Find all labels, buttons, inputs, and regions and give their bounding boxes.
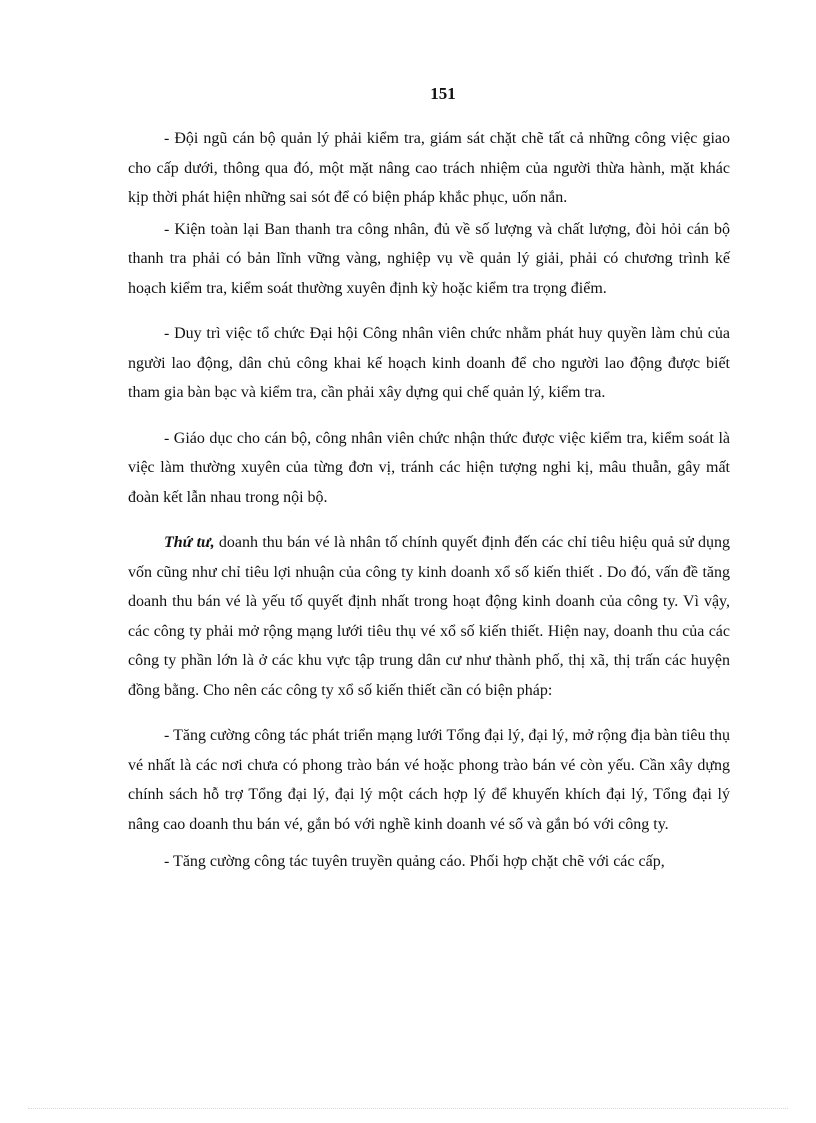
paragraph-inspection-board: - Kiện toàn lại Ban thanh tra công nhân, đủ về số lượng và chất lượng, đòi hỏi cán bộ thanh tra phải có bản lĩnh vững vàng, nghiệp vụ về quản lý giải, phải có chương trình kế hoạch kiểm tra, kiểm soát thường xuyên định kỳ hoặc kiểm tra trọng điểm. <box>128 220 730 297</box>
paragraph-fourth-point <box>128 528 730 705</box>
paragraph-education: - Giáo dục cho cán bộ, công nhân viên chức nhận thức được việc kiểm tra, kiểm soát là việc làm thường xuyên của từng đơn vị, tránh các hiện tượng nghi kị, mâu thuẫn, gây mất đoàn kết lẫn nhau trong nội bộ. <box>128 429 730 506</box>
paragraph-agent-network: - Tăng cường công tác phát triển mạng lưới Tổng đại lý, đại lý, mở rộng địa bàn tiêu thụ vé nhất là các nơi chưa có phong trào bán vé hoặc phong trào bán vé còn yếu. Cần xây dựng chính sách hỗ trợ Tổng đại lý, đại lý một cách hợp lý để khuyến khích đại lý, Tổng đại lý nâng cao doanh thu bán vé, gắn bó với nghề kinh doanh vé số và gắn bó với công ty. <box>128 727 730 833</box>
paragraph-supervision: - Đội ngũ cán bộ quản lý phải kiểm tra, giám sát chặt chẽ tất cả những công việc giao cho cấp dưới, thông qua đó, một mặt nâng cao trách nhiệm của người thừa hành, mặt khác kịp thời phát hiện những sai sót để có biện pháp khắc phục, uốn nắn. <box>128 130 730 206</box>
paragraph-advertising: - Tăng cường công tác tuyên truyền quảng cáo. Phối hợp chặt chẽ với các cấp, <box>164 853 665 870</box>
document-body <box>128 124 730 877</box>
paragraph-fourth-text: doanh thu bán vé là nhân tố chính quyết định đến các chỉ tiêu hiệu quả sử dụng vốn cũng như chỉ tiêu lợi nhuận của công ty kinh doanh xổ số kiến thiết . Do đó, vấn đề tăng doanh thu bán vé là yếu tố quyết định nhất trong hoạt động kinh doanh của công ty. Vì vậy, các công ty phải mở rộng mạng lưới tiêu thụ vé xổ số kiến thiết. Hiện nay, doanh thu của các công ty phần lớn là ở các khu vực tập trung dân cư như thành phố, thị xã, thị trấn các huyện đồng bằng. Cho nên các công ty xổ số kiến thiết cần có biện pháp: <box>128 534 731 699</box>
page-number: 151 <box>430 84 456 103</box>
paragraph-staff-congress: - Duy trì việc tổ chức Đại hội Công nhân viên chức nhằm phát huy quyền làm chủ của người lao động, dân chủ công khai kế hoạch kinh doanh để cho người lao động được biết tham gia bàn bạc và kiểm tra, cần phải xây dựng qui chế quản lý, kiểm tra. <box>128 325 730 401</box>
page-bottom-divider <box>28 1108 788 1109</box>
paragraph-lead-label: Thứ tư, <box>164 534 215 551</box>
